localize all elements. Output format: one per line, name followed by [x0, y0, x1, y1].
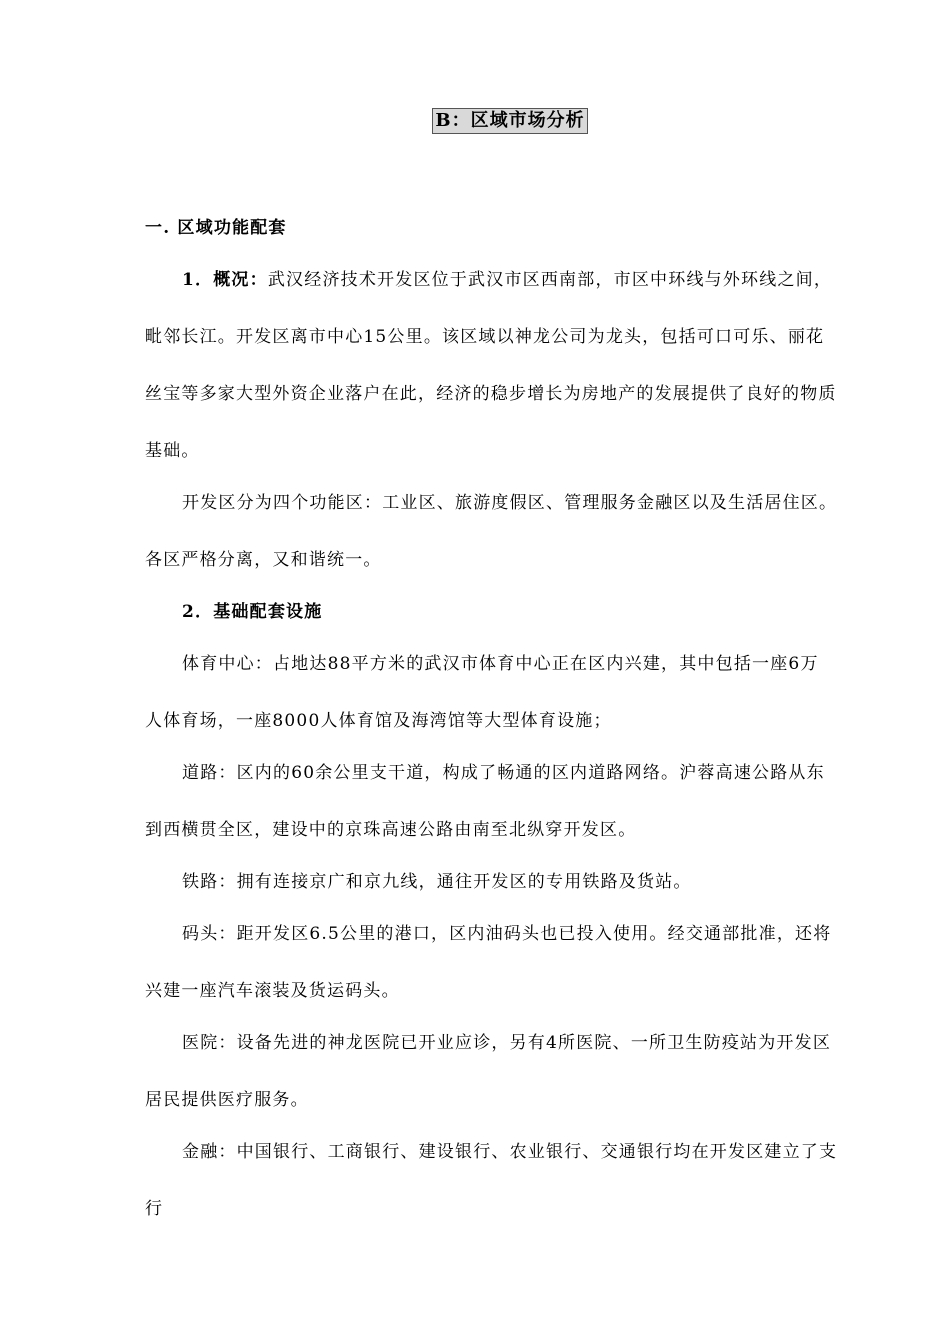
overview-line-4: 基础。: [145, 441, 200, 461]
overview-line-1: [145, 265, 875, 322]
infrastructure-heading: 2．基础配套设施: [182, 602, 323, 622]
road-line-1: 道路：区内的60余公里支干道，构成了畅通的区内道路网络。沪蓉高速公路从东: [182, 763, 825, 783]
body-text: [145, 213, 875, 1251]
overview-line-3: 丝宝等多家大型外资企业落户在此，经济的稳步增长为房地产的发展提供了良好的物质: [145, 384, 837, 404]
overview-label: 1．概况：: [182, 270, 268, 290]
dock-line-2: 兴建一座汽车滚装及货运码头。: [145, 981, 400, 1001]
section-heading-regional-functions: 一. 区域功能配套: [145, 218, 287, 238]
zones-line-1: 开发区分为四个功能区：工业区、旅游度假区、管理服务金融区以及生活居住区。: [182, 493, 838, 513]
zones-line-2: 各区严格分离，又和谐统一。: [145, 550, 382, 570]
hospital-line-2: 居民提供医疗服务。: [145, 1090, 309, 1110]
hospital-line-1: 医院：设备先进的神龙医院已开业应诊，另有4所医院、一所卫生防疫站为开发区: [182, 1033, 832, 1053]
dock-line-1: 码头：距开发区6.5公里的港口，区内油码头也已投入使用。经交通部批准，还将: [182, 924, 832, 944]
finance-line-2: 行: [145, 1199, 164, 1219]
road-line-2: 到西横贯全区，建设中的京珠高速公路由南至北纵穿开发区。: [145, 820, 637, 840]
sports-line-1: 体育中心：占地达88平方米的武汉市体育中心正在区内兴建，其中包括一座6万: [182, 654, 819, 674]
title-wrapper: [0, 108, 950, 134]
overview-text: 武汉经济技术开发区位于武汉市区西南部，市区中环线与外环线之间，: [267, 270, 833, 290]
rail-line: 铁路：拥有连接京广和京九线，通往开发区的专用铁路及货站。: [182, 872, 692, 892]
sports-line-2: 人体育场，一座8000人体育馆及海湾馆等大型体育设施；: [145, 711, 612, 731]
overview-line-2: 毗邻长江。开发区离市中心15公里。该区域以神龙公司为龙头，包括可口可乐、丽花: [145, 327, 825, 347]
finance-line-1: 金融：中国银行、工商银行、建设银行、农业银行、交通银行均在开发区建立了支: [182, 1142, 838, 1162]
document-title: B：区域市场分析: [432, 108, 587, 134]
